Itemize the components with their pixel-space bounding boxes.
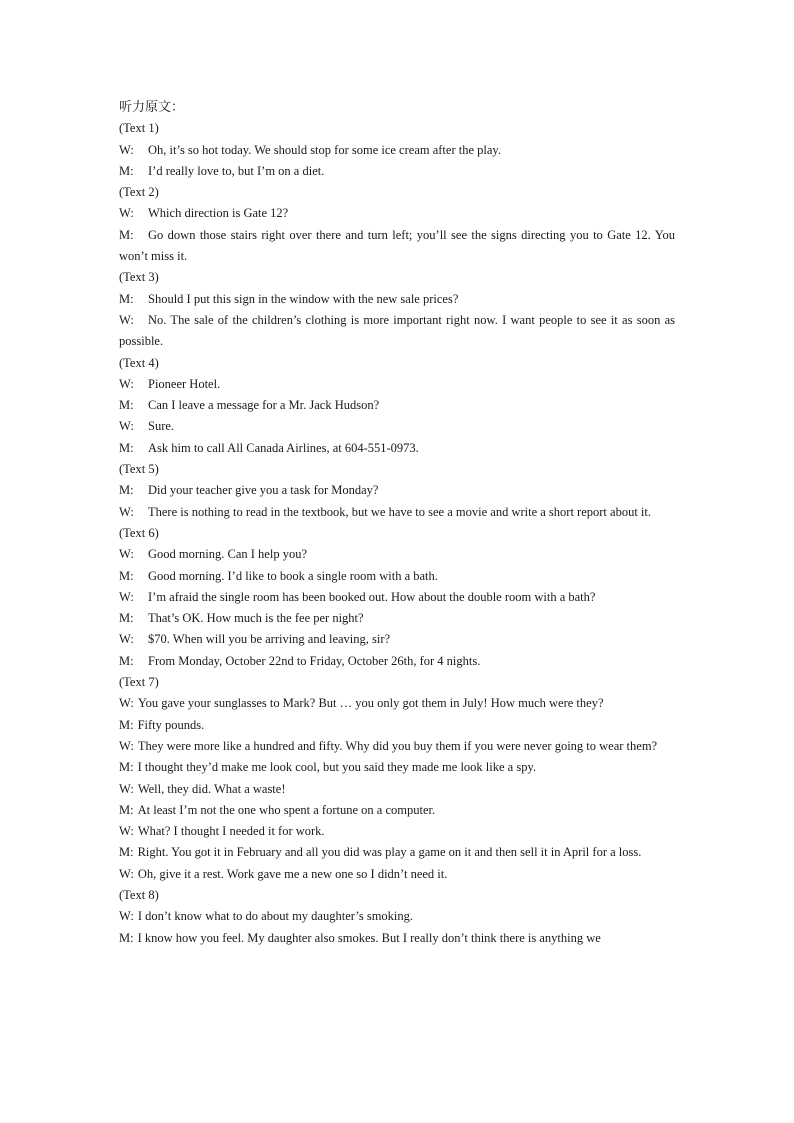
- text-label: (Text 5): [119, 462, 159, 477]
- speaker-label: W:: [119, 824, 134, 839]
- dialogue-line: [119, 161, 675, 182]
- dialogue-text: They were more like a hundred and fifty. Why did you buy them if you were never going to wear them?: [137, 738, 658, 753]
- speaker-label: W:: [119, 781, 134, 796]
- speaker-label: W:: [119, 142, 134, 157]
- dialogue-text: Can I leave a message for a Mr. Jack Hudson?: [148, 398, 380, 413]
- speaker-label: M:: [119, 291, 134, 306]
- speaker-label: M:: [119, 760, 134, 775]
- speaker-label: W:: [119, 547, 134, 562]
- dialogue-text: I thought they’d make me look cool, but you said they made me look like a spy.: [137, 760, 537, 775]
- dialogue-text: I don’t know what to do about my daughter’s smoking.: [137, 909, 414, 924]
- text-label: (Text 7): [119, 675, 159, 690]
- dialogue-text: Good morning. I’d like to book a single room with a bath.: [148, 568, 438, 583]
- dialogue-text: You gave your sunglasses to Mark? But … you only got them in July! How much were they?: [137, 696, 604, 711]
- dialogue-text: That’s OK. How much is the fee per night?: [148, 611, 364, 626]
- dialogue-line: [119, 438, 675, 459]
- dialogue-line: [119, 715, 675, 736]
- dialogue-text: Did your teacher give you a task for Monday?: [148, 483, 379, 498]
- dialogue-text: Right. You got it in February and all you did was play a game on it and then sell it in April for a loss.: [137, 845, 642, 860]
- dialogue-text: Oh, it’s so hot today. We should stop for some ice cream after the play.: [148, 142, 501, 157]
- dialogue-line: [119, 629, 675, 650]
- dialogue-line: [119, 779, 675, 800]
- text-label: (Text 2): [119, 185, 159, 200]
- dialogue-text: Should I put this sign in the window with the new sale prices?: [148, 291, 459, 306]
- speaker-label: M:: [119, 717, 134, 732]
- dialogue-line: [119, 289, 675, 310]
- dialogue-text: Go down those stairs right over there and turn left; you’ll see the signs directing you to Gate 12. You won’t miss it.: [119, 227, 675, 264]
- dialogue-line: [119, 821, 675, 842]
- speaker-label: W:: [119, 504, 134, 519]
- speaker-label: W:: [119, 632, 134, 647]
- dialogue-line: [119, 693, 675, 714]
- dialogue-text: Ask him to call All Canada Airlines, at 604-551-0973.: [148, 440, 419, 455]
- dialogue-text: I’m afraid the single room has been booked out. How about the double room with a bath?: [148, 589, 596, 604]
- dialogue-line: [119, 203, 675, 224]
- speaker-label: M:: [119, 653, 134, 668]
- speaker-label: M:: [119, 440, 134, 455]
- dialogue-line: [119, 842, 675, 863]
- speaker-label: M:: [119, 845, 134, 860]
- transcript-page: [119, 97, 675, 949]
- dialogue-line: [119, 864, 675, 885]
- speaker-label: W:: [119, 419, 134, 434]
- dialogue-line: [119, 566, 675, 587]
- speaker-label: M:: [119, 611, 134, 626]
- text-label: (Text 4): [119, 355, 159, 370]
- dialogue-line: [119, 587, 675, 608]
- speaker-label: W:: [119, 312, 134, 327]
- dialogue-line: [119, 374, 675, 395]
- text-label: (Text 6): [119, 525, 159, 540]
- speaker-label: W:: [119, 909, 134, 924]
- dialogue-text: I know how you feel. My daughter also smokes. But I really don’t think there is anything we: [137, 930, 601, 945]
- dialogue-text: I’d really love to, but I’m on a diet.: [148, 163, 325, 178]
- text-label: (Text 1): [119, 121, 159, 136]
- transcript-heading: 听力原文：: [119, 100, 185, 115]
- dialogue-text: Fifty pounds.: [137, 717, 205, 732]
- text-label: (Text 3): [119, 270, 159, 285]
- dialogue-line: [119, 544, 675, 565]
- dialogue-text: Good morning. Can I help you?: [148, 547, 308, 562]
- dialogue-text: No. The sale of the children’s clothing is more important right now. I want people to see it as soon as possible.: [119, 312, 675, 349]
- speaker-label: M:: [119, 568, 134, 583]
- dialogue-line: [119, 502, 675, 523]
- speaker-label: W:: [119, 738, 134, 753]
- dialogue-text: Sure.: [148, 419, 175, 434]
- dialogue-text: What? I thought I needed it for work.: [137, 824, 325, 839]
- dialogue-line: [119, 651, 675, 672]
- dialogue-line: [119, 800, 675, 821]
- dialogue-line: [119, 140, 675, 161]
- speaker-label: M:: [119, 398, 134, 413]
- speaker-label: M:: [119, 483, 134, 498]
- dialogue-text: From Monday, October 22nd to Friday, October 26th, for 4 nights.: [148, 653, 481, 668]
- dialogue-line: [119, 480, 675, 501]
- dialogue-line: [119, 225, 675, 268]
- speaker-label: W:: [119, 696, 134, 711]
- speaker-label: M:: [119, 227, 134, 242]
- dialogue-text: $70. When will you be arriving and leaving, sir?: [148, 632, 391, 647]
- dialogue-line: [119, 608, 675, 629]
- dialogue-line: [119, 906, 675, 927]
- speaker-label: M:: [119, 930, 134, 945]
- dialogue-line: [119, 928, 675, 949]
- dialogue-line: [119, 310, 675, 353]
- dialogue-line: [119, 757, 675, 778]
- dialogue-text: Well, they did. What a waste!: [137, 781, 286, 796]
- text-label: (Text 8): [119, 887, 159, 902]
- dialogue-text: Pioneer Hotel.: [148, 376, 221, 391]
- dialogue-text: Which direction is Gate 12?: [148, 206, 289, 221]
- dialogue-text: There is nothing to read in the textbook, but we have to see a movie and write a short report about it.: [148, 504, 651, 519]
- speaker-label: W:: [119, 206, 134, 221]
- dialogue-line: [119, 736, 675, 757]
- dialogue-text: At least I’m not the one who spent a fortune on a computer.: [137, 802, 436, 817]
- dialogue-line: [119, 416, 675, 437]
- dialogue-line: [119, 395, 675, 416]
- speaker-label: M:: [119, 802, 134, 817]
- speaker-label: W:: [119, 866, 134, 881]
- speaker-label: W:: [119, 589, 134, 604]
- dialogue-text: Oh, give it a rest. Work gave me a new one so I didn’t need it.: [137, 866, 448, 881]
- speaker-label: W:: [119, 376, 134, 391]
- speaker-label: M:: [119, 163, 134, 178]
